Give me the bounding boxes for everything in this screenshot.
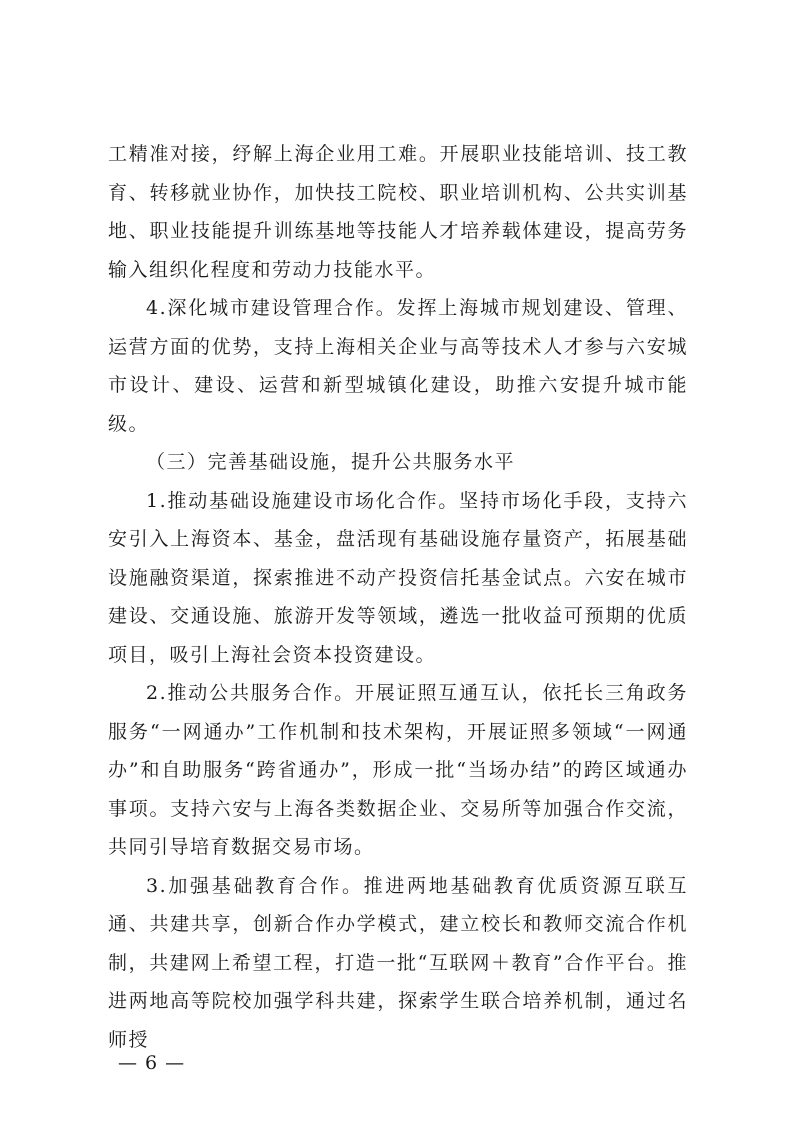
document-body — [108, 135, 688, 1059]
paragraph-continuation: 工精准对接，纾解上海企业用工难。开展职业技能培训、技工教育、转移就业协作，加快技工院校、职业培训机构、公共实训基地、职业技能提升训练基地等技能人才培养载体建设，提高劳务输入组织化程度和劳动力技能水平。 — [108, 143, 688, 281]
page-number: — 6 — — [118, 1052, 186, 1074]
paragraph-public-service: 2.推动公共服务合作。开展证照互通互认，依托长三角政务服务“一网通办”工作机制和技术架构，开展证照多领域“一网通办”和自助服务“跨省通办”，形成一批“当场办结”的跨区域通办事项。支持六安与上海各类数据企业、交易所等加强合作交流，共同引导培育数据交易市场。 — [108, 682, 688, 858]
paragraph-infrastructure-market: 1.推动基础设施建设市场化合作。坚持市场化手段，支持六安引入上海资本、基金，盘活现有基础设施存量资产，拓展基础设施融资渠道，探索推进不动产投资信托基金试点。六安在城市建设、交通设施、旅游开发等领域，遴选一批收益可预期的优质项目，吸引上海社会资本投资建设。 — [108, 489, 688, 666]
paragraph-city-construction: 4.深化城市建设管理合作。发挥上海城市规划建设、管理、运营方面的优势，支持上海相关企业与高等技术人才参与六安城市设计、建设、运营和新型城镇化建设，助推六安提升城市能级。 — [108, 297, 688, 435]
paragraph-basic-education: 3.加强基础教育合作。推进两地基础教育优质资源互联互通、共建共享，创新合作办学模式，建立校长和教师交流合作机制，共建网上希望工程，打造一批“互联网＋教育”合作平台。推进两地高等院校加强学科共建，探索学生联合培养机制，通过名师授 — [108, 874, 688, 1051]
section-heading-infrastructure: （三）完善基础设施，提升公共服务水平 — [146, 451, 516, 473]
